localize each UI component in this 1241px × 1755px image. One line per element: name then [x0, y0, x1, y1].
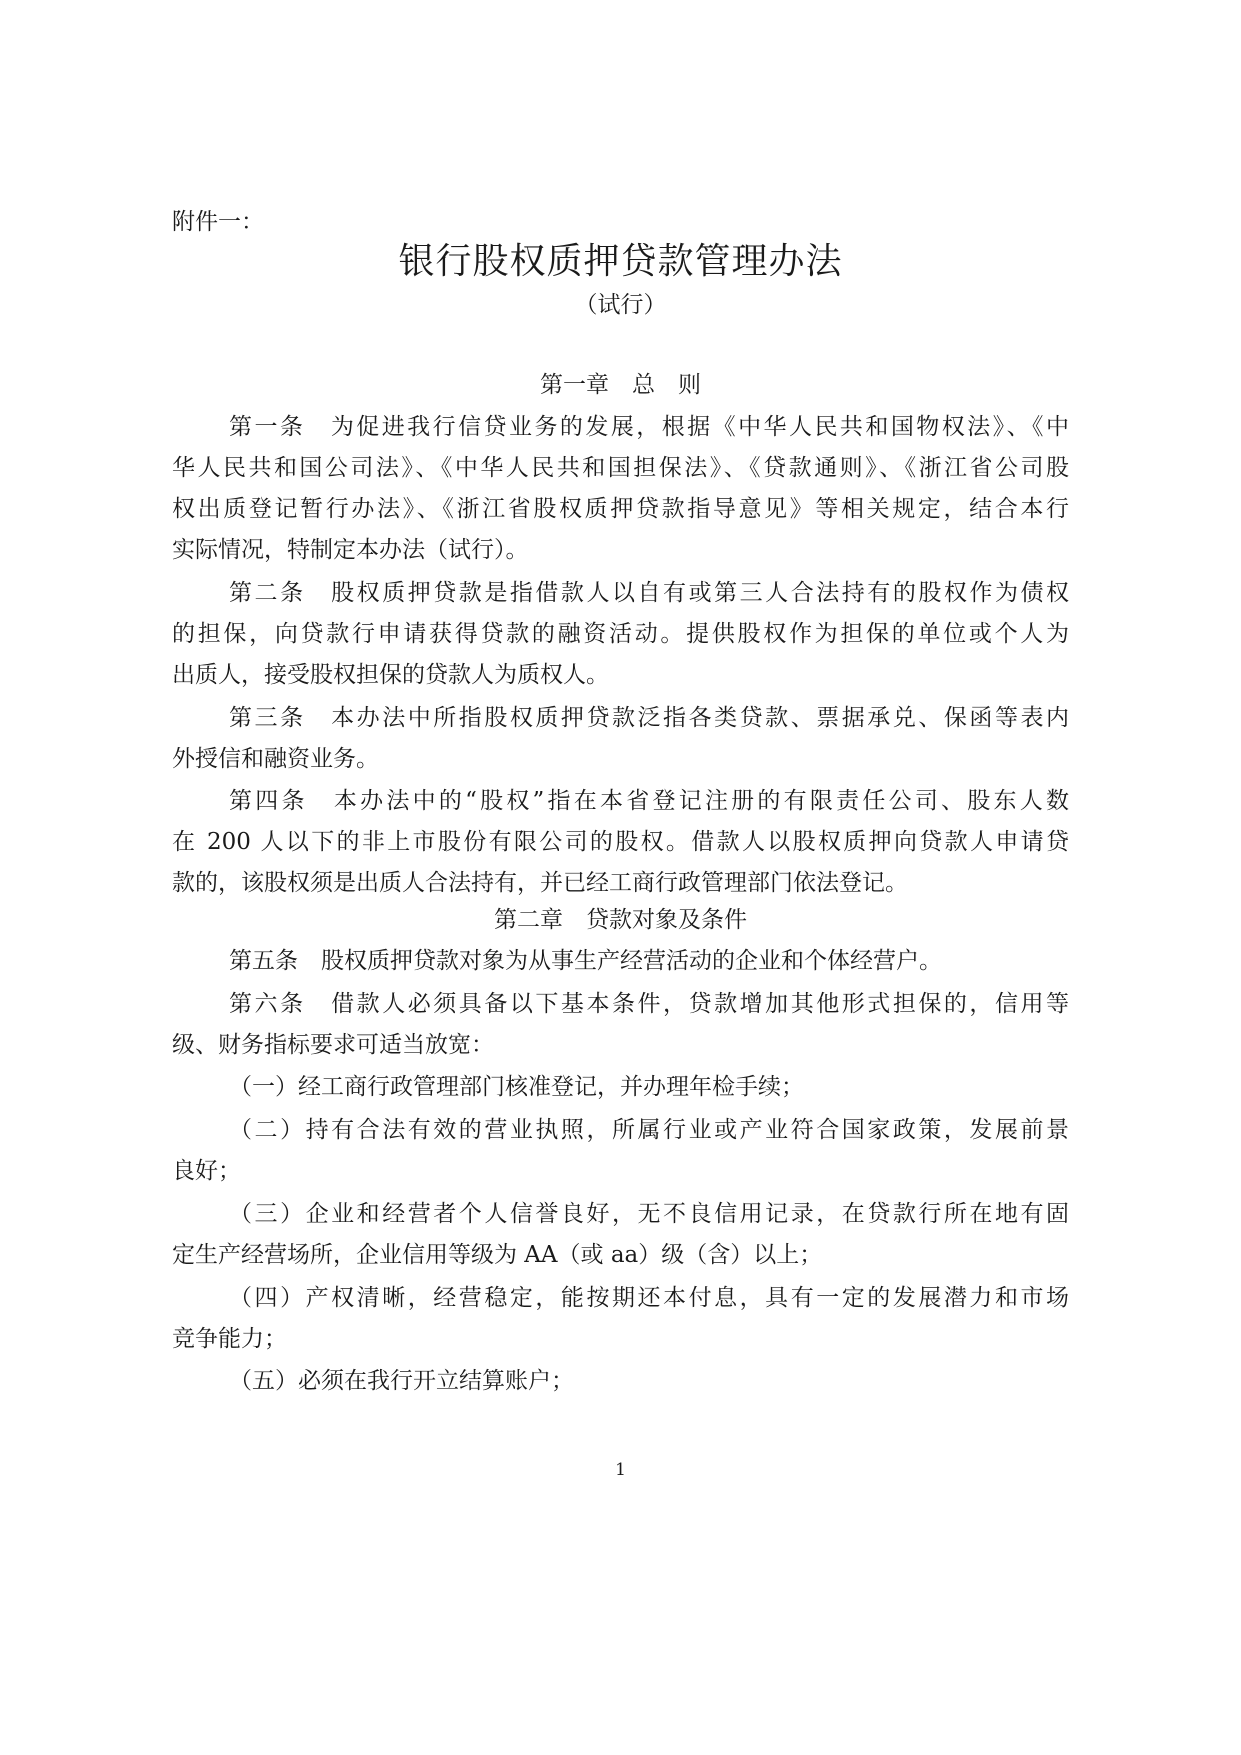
- article-3-line-1: 第三条 本办法中所指股权质押贷款泛指各类贷款、票据承兑、保函等表内: [229, 705, 1069, 731]
- article-4-line-1: 第四条 本办法中的“股权”指在本省登记注册的有限责任公司、股东人数: [229, 788, 1069, 814]
- page-number: 1: [615, 1460, 626, 1480]
- article-4-line-3: 款的，该股权须是出质人合法持有，并已经工商行政管理部门依法登记。: [172, 870, 908, 896]
- article-4-line-2: 在 200 人以下的非上市股份有限公司的股权。借款人以股权质押向贷款人申请贷: [172, 829, 1069, 855]
- article-3-line-2: 外授信和融资业务。: [172, 746, 379, 772]
- article-5-line-1: 第五条 股权质押贷款对象为从事生产经营活动的企业和个体经营户。: [229, 948, 942, 974]
- article-1-line-2: 华人民共和国公司法》、《中华人民共和国担保法》、《贷款通则》、《浙江省公司股: [172, 455, 1069, 481]
- condition-3-line-2: 定生产经营场所，企业信用等级为 AA（或 aa）级（含）以上；: [172, 1242, 823, 1268]
- article-1-line-1: 第一条 为促进我行信贷业务的发展，根据《中华人民共和国物权法》、《中: [229, 414, 1069, 440]
- chapter-heading: 第一章 总 则: [540, 372, 701, 398]
- document-title: 银行股权质押贷款管理办法: [398, 241, 843, 282]
- article-2-line-1: 第二条 股权质押贷款是指借款人以自有或第三人合法持有的股权作为债权: [229, 580, 1069, 606]
- article-6-line-1: 第六条 借款人必须具备以下基本条件，贷款增加其他形式担保的，信用等: [229, 991, 1069, 1017]
- article-6-line-2: 级、财务指标要求可适当放宽：: [172, 1032, 494, 1058]
- chapter-2-heading: 第二章 贷款对象及条件: [494, 907, 747, 933]
- condition-5-line-1: （五）必须在我行开立结算账户；: [229, 1368, 574, 1394]
- attachment-label: 附件一：: [172, 209, 264, 235]
- condition-2-line-1: （二）持有合法有效的营业执照，所属行业或产业符合国家政策，发展前景: [229, 1117, 1069, 1143]
- article-2-line-3: 出质人，接受股权担保的贷款人为质权人。: [172, 662, 609, 688]
- condition-4-line-2: 竞争能力；: [172, 1326, 287, 1352]
- article-2-line-2: 的担保，向贷款行申请获得贷款的融资活动。提供股权作为担保的单位或个人为: [172, 621, 1069, 647]
- condition-3-line-1: （三）企业和经营者个人信誉良好，无不良信用记录，在贷款行所在地有固: [229, 1201, 1069, 1227]
- document-subtitle: （试行）: [574, 292, 667, 318]
- condition-2-line-2: 良好；: [172, 1158, 241, 1184]
- condition-4-line-1: （四）产权清晰，经营稳定，能按期还本付息，具有一定的发展潜力和市场: [229, 1285, 1069, 1311]
- article-1-line-3: 权出质登记暂行办法》、《浙江省股权质押贷款指导意见》等相关规定，结合本行: [172, 496, 1069, 522]
- article-1-line-4: 实际情况，特制定本办法（试行）。: [172, 537, 529, 563]
- condition-1-line-1: （一）经工商行政管理部门核准登记，并办理年检手续；: [229, 1074, 804, 1100]
